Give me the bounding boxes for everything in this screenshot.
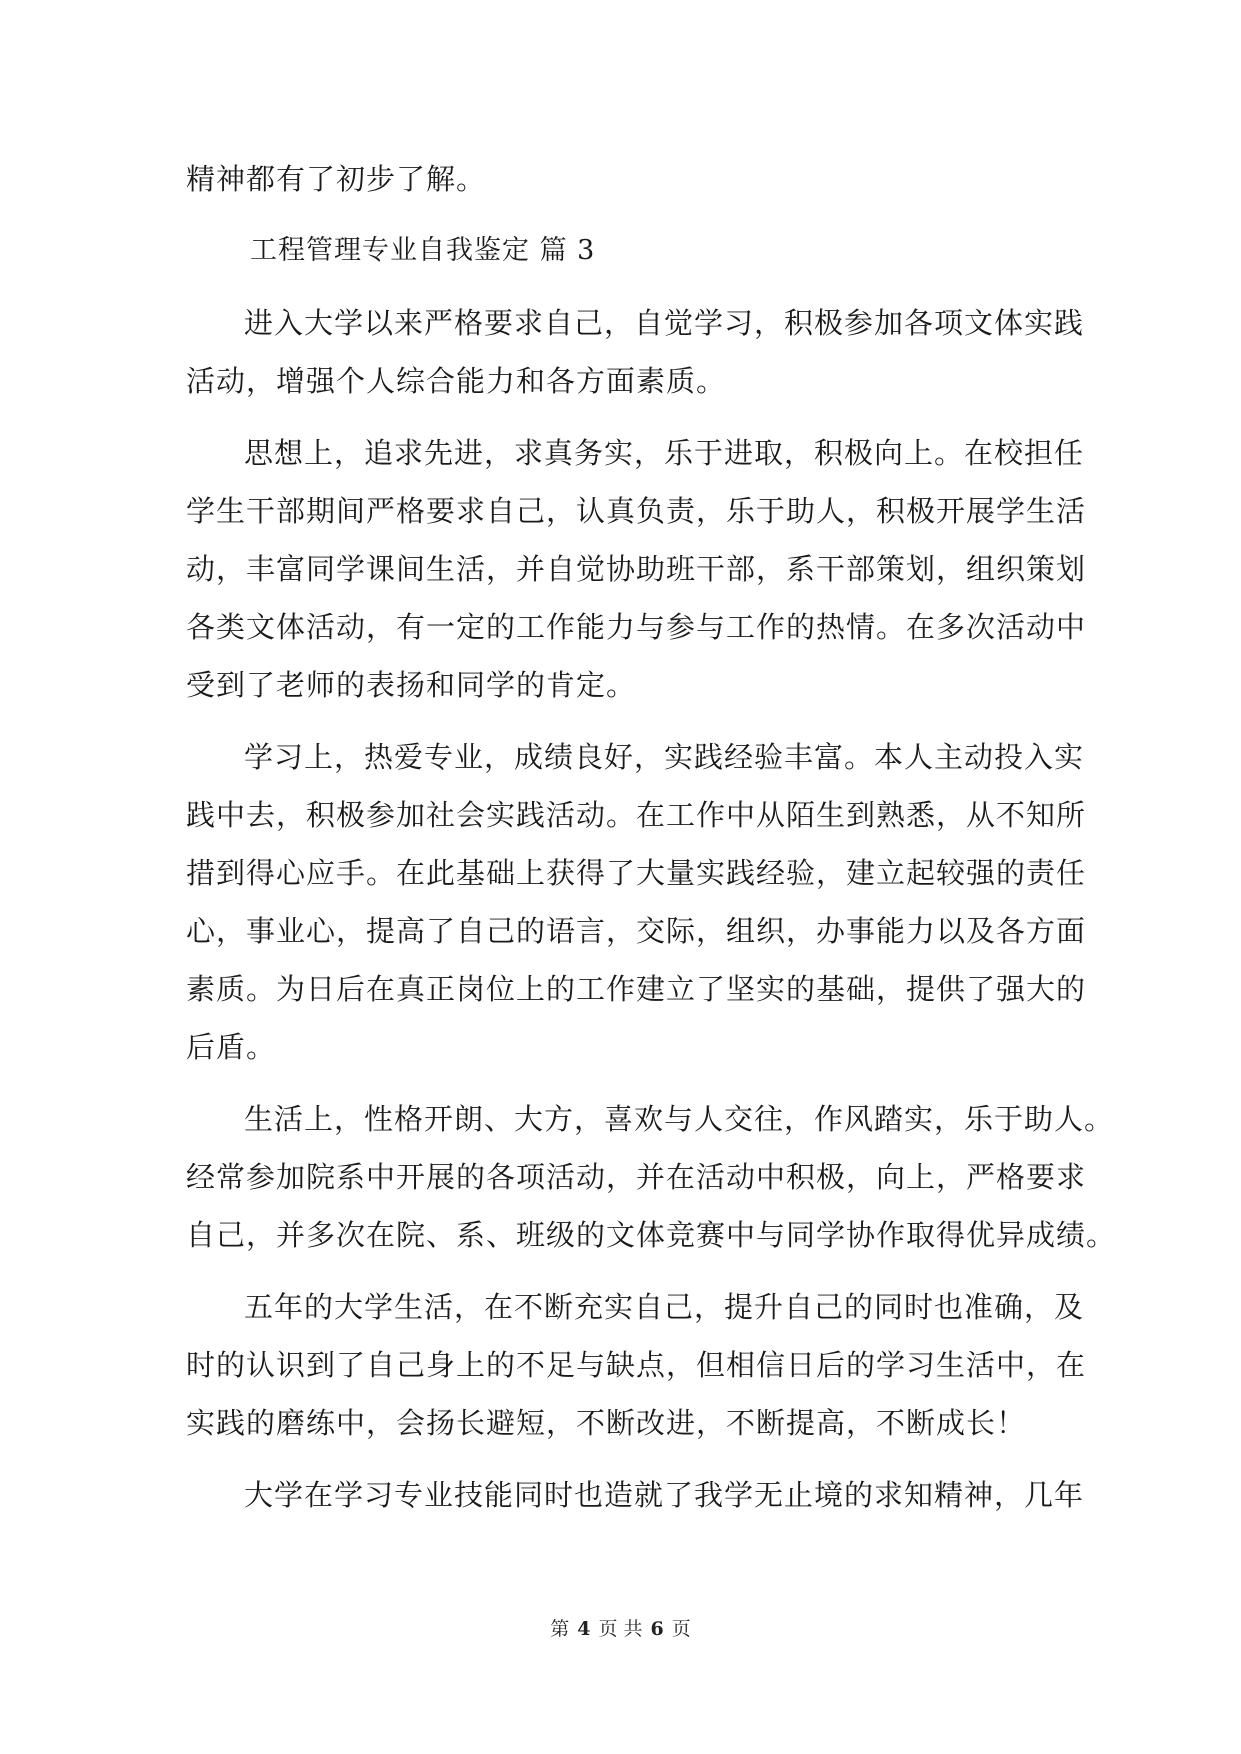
text-line: 五年的大学生活，在不断充实自己，提升自己的同时也准确，及 xyxy=(244,1290,1085,1324)
text-line: 活动，增强个人综合能力和各方面素质。 xyxy=(186,364,727,398)
text-line: 践中去，积极参加社会实践活动。在工作中从陌生到熟悉，从不知所 xyxy=(186,798,1087,832)
footer-middle: 页 共 xyxy=(598,1618,643,1640)
total-page-number: 6 xyxy=(650,1618,664,1640)
text-line: 学习上，热爱专业，成绩良好，实践经验丰富。本人主动投入实 xyxy=(244,740,1085,774)
text-line: 经常参加院系中开展的各项活动，并在活动中积极，向上，严格要求 xyxy=(186,1160,1087,1194)
text-line: 素质。为日后在真正岗位上的工作建立了坚实的基础，提供了强大的 xyxy=(186,972,1087,1006)
section-heading: 工程管理专业自我鉴定 篇 3 xyxy=(250,235,596,266)
current-page-number: 4 xyxy=(577,1618,591,1640)
text-line: 动，丰富同学课间生活，并自觉协助班干部，系干部策划，组织策划 xyxy=(186,552,1087,586)
text-line: 自己，并多次在院、系、班级的文体竞赛中与同学协作取得优异成绩。 xyxy=(186,1218,1117,1252)
text-line: 实践的磨练中，会扬长避短，不断改进，不断提高，不断成长！ xyxy=(186,1406,1027,1440)
text-line: 精神都有了初步了解。 xyxy=(186,162,487,196)
text-line: 后盾。 xyxy=(186,1030,277,1064)
footer-suffix: 页 xyxy=(671,1618,691,1640)
text-line: 受到了老师的表扬和同学的肯定。 xyxy=(186,668,637,702)
footer-prefix: 第 xyxy=(550,1618,570,1640)
document-body xyxy=(186,150,1117,1524)
text-line: 进入大学以来严格要求自己，自觉学习，积极参加各项文体实践 xyxy=(244,306,1085,340)
text-line: 时的认识到了自己身上的不足与缺点，但相信日后的学习生活中，在 xyxy=(186,1348,1087,1382)
page-footer xyxy=(0,1614,1241,1641)
text-line: 心，事业心，提高了自己的语言，交际，组织，办事能力以及各方面 xyxy=(186,914,1087,948)
text-line: 大学在学习专业技能同时也造就了我学无止境的求知精神，几年 xyxy=(244,1478,1085,1512)
text-line: 生活上，性格开朗、大方，喜欢与人交往，作风踏实，乐于助人。 xyxy=(244,1102,1115,1136)
text-line: 思想上，追求先进，求真务实，乐于进取，积极向上。在校担任 xyxy=(244,436,1085,470)
text-line: 措到得心应手。在此基础上获得了大量实践经验，建立起较强的责任 xyxy=(186,856,1087,890)
text-line: 学生干部期间严格要求自己，认真负责，乐于助人，积极开展学生活 xyxy=(186,494,1087,528)
text-line: 各类文体活动，有一定的工作能力与参与工作的热情。在多次活动中 xyxy=(186,610,1087,644)
